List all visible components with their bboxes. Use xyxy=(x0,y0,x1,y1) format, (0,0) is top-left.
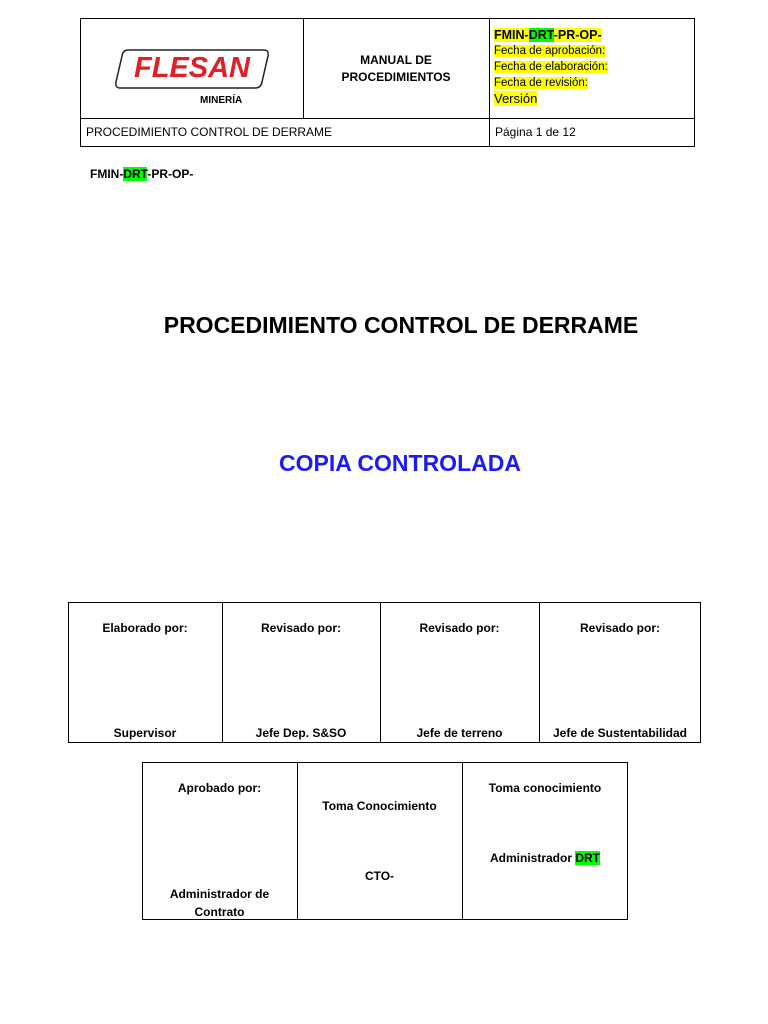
document-meta: FMIN-DRT-PR-OP- Fecha de aprobación: Fecha de elaboración: Fecha de revisión: Versión xyxy=(494,28,608,106)
table-border xyxy=(80,118,695,119)
logo-subtitle: MINERÍA xyxy=(200,95,243,106)
signature-role: Jefe Dep. S&SO xyxy=(255,726,347,740)
signature-label: Elaborado por: xyxy=(102,621,188,635)
acknowledgement-label: Toma conocimiento xyxy=(488,781,602,795)
document-title: PROCEDIMIENTO CONTROL DE DERRAME xyxy=(163,312,639,338)
flesan-logo: FLESAN xyxy=(114,48,270,90)
signature-label: Revisado por: xyxy=(579,621,660,635)
table-border xyxy=(297,762,298,920)
approval-label: Aprobado por: xyxy=(177,781,262,795)
acknowledgement-role: CTO- xyxy=(364,869,395,883)
document-code: FMIN-DRT-PR-OP- xyxy=(90,167,194,181)
acknowledgement-label: Toma Conocimiento xyxy=(322,799,437,813)
signature-label: Revisado por: xyxy=(260,621,341,635)
revision-date-label: Fecha de revisión: xyxy=(494,77,588,89)
table-border xyxy=(489,18,490,147)
approval-role: Administrador de Contrato xyxy=(169,887,270,919)
elaboration-date-label: Fecha de elaboración: xyxy=(494,61,608,73)
controlled-copy-label: COPIA CONTROLADA xyxy=(279,450,521,476)
signature-role: Supervisor xyxy=(113,726,177,740)
version-label: Versión xyxy=(494,91,538,106)
signature-label: Revisado por: xyxy=(419,621,500,635)
procedure-name: PROCEDIMIENTO CONTROL DE DERRAME xyxy=(86,125,333,139)
manual-title: MANUAL DE PROCEDIMIENTOS xyxy=(341,53,451,84)
approval-date-label: Fecha de aprobación: xyxy=(494,45,606,57)
signature-role: Jefe de Sustentabilidad xyxy=(552,726,688,740)
page-info: Página 1 de 12 xyxy=(495,125,576,139)
signature-role: Jefe de terreno xyxy=(416,726,503,740)
acknowledgement-role: Administrador DRT xyxy=(489,851,600,865)
